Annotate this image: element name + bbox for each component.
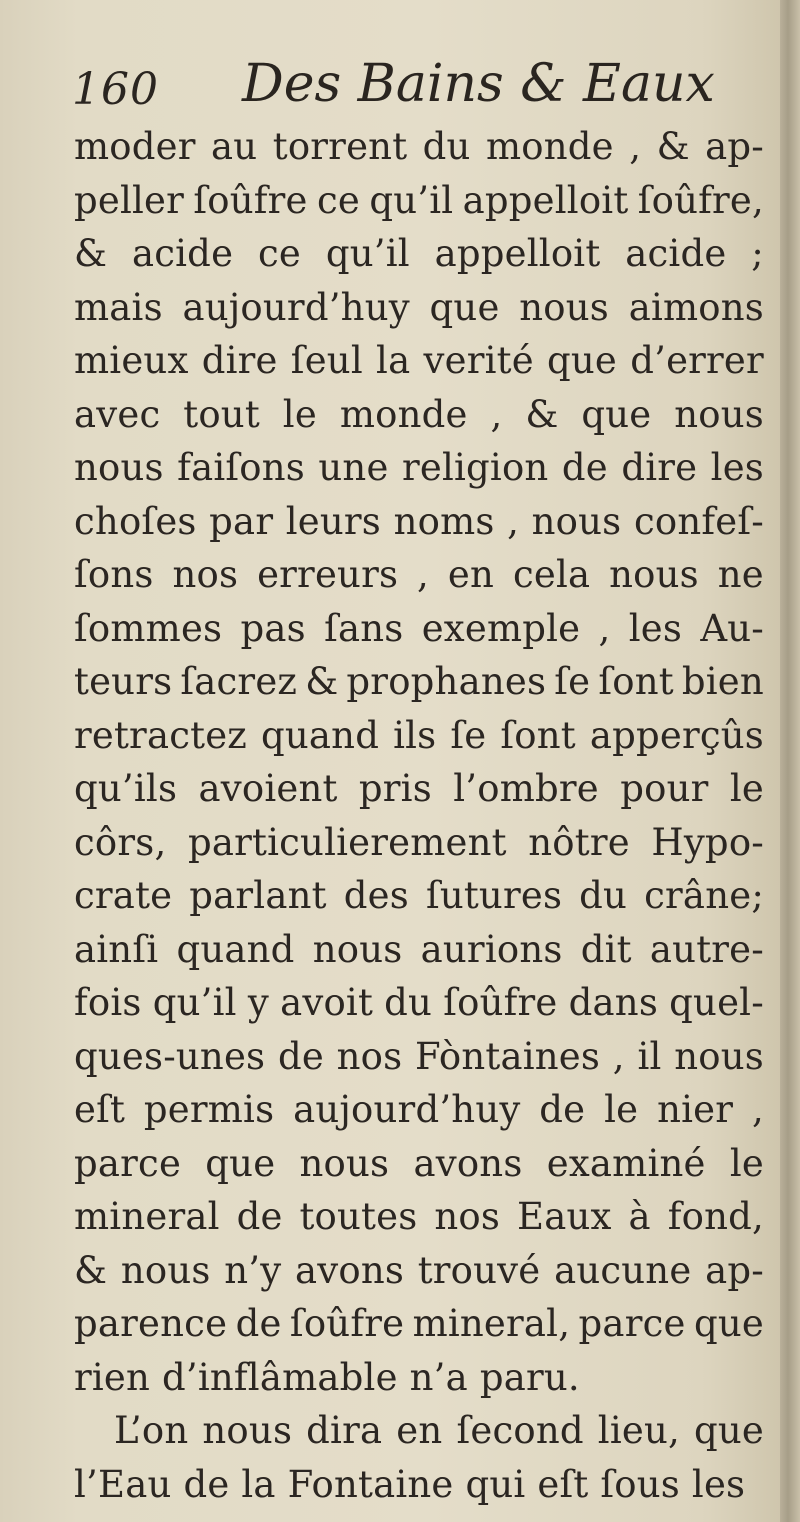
- word: &: [525, 392, 559, 436]
- word: ;: [751, 232, 764, 275]
- word: Fòntaines: [415, 1034, 601, 1078]
- word: le: [729, 767, 764, 810]
- text-line: [74, 120, 764, 174]
- word: de: [235, 1302, 282, 1345]
- word: ſoûfre: [193, 178, 308, 222]
- word: &: [74, 232, 108, 275]
- word: tout: [183, 392, 260, 436]
- word: ,: [751, 1088, 764, 1131]
- word: que: [547, 339, 618, 382]
- word: examiné: [546, 1141, 706, 1185]
- text-line: [74, 281, 764, 335]
- word: nous: [609, 553, 699, 596]
- word: que: [693, 1302, 764, 1345]
- word: confeſ-: [633, 499, 764, 543]
- word: le: [604, 1088, 639, 1131]
- word: de: [277, 1034, 324, 1078]
- word: ſe: [450, 713, 487, 757]
- word: fois: [74, 981, 142, 1024]
- word: acide: [625, 232, 727, 275]
- word: l’ombre: [453, 767, 599, 810]
- word: retractez: [74, 713, 247, 757]
- word: nos: [336, 1034, 403, 1078]
- word: au: [211, 125, 258, 168]
- word: Hypo-: [651, 820, 764, 864]
- word: de: [539, 1088, 586, 1131]
- word: appelloit: [462, 178, 629, 222]
- word: crate: [74, 874, 173, 917]
- word: choſes: [74, 499, 197, 543]
- page-edge: [780, 0, 800, 1522]
- word: L’on: [114, 1409, 189, 1452]
- word: Eaux: [517, 1195, 612, 1238]
- word: les: [710, 446, 764, 489]
- word: dit: [580, 927, 632, 971]
- word: teurs: [74, 660, 173, 703]
- word: aucune: [554, 1248, 692, 1292]
- word: parce: [74, 1141, 182, 1185]
- word: trouvé: [417, 1248, 541, 1292]
- word: apperçûs: [589, 713, 764, 757]
- word: ne: [717, 553, 764, 596]
- word: du: [579, 874, 628, 917]
- word: le: [729, 1141, 764, 1185]
- word: ce: [258, 232, 302, 275]
- word: leurs: [285, 499, 381, 543]
- word: moder: [74, 125, 196, 168]
- word: ce: [316, 178, 361, 222]
- word: côrs,: [74, 820, 167, 864]
- word: nos: [434, 1195, 501, 1238]
- word: noms: [393, 499, 495, 543]
- word: peller: [74, 178, 185, 222]
- word: aurions: [420, 927, 563, 971]
- word: torrent: [272, 125, 408, 168]
- word: qu’ils: [74, 767, 178, 810]
- word: crâne;: [644, 874, 764, 917]
- word: ,: [598, 606, 611, 650]
- word: ſe: [554, 660, 591, 703]
- word: ſoûfre: [443, 981, 558, 1024]
- word: ſont: [500, 713, 576, 757]
- word: aujourd’huy: [293, 1088, 521, 1131]
- word: n’y: [224, 1248, 282, 1292]
- word: &: [656, 125, 690, 168]
- word: aujourd’huy: [182, 285, 410, 329]
- word: des: [343, 874, 409, 917]
- word: ainſi: [74, 927, 159, 971]
- word: ſutures: [425, 874, 563, 917]
- word: en: [396, 1409, 443, 1452]
- word: lieu,: [597, 1409, 680, 1452]
- text-line: [74, 709, 764, 763]
- text-line: l’Eau de la Fontaine qui eſt ſous les: [74, 1462, 746, 1506]
- word: quand: [176, 927, 295, 971]
- text-line: [74, 1083, 764, 1137]
- word: cela: [512, 553, 591, 596]
- word: nous: [74, 446, 164, 489]
- word: nous: [299, 1141, 390, 1185]
- word: ,: [507, 499, 520, 543]
- text-line: [74, 976, 764, 1030]
- text-line: [74, 495, 764, 549]
- word: avoit: [280, 981, 374, 1024]
- word: ques-unes: [74, 1034, 266, 1078]
- text-line: [74, 762, 764, 816]
- body-text: [74, 120, 764, 1511]
- word: acide: [131, 232, 234, 275]
- word: mieux: [74, 339, 189, 382]
- word: monde: [486, 125, 614, 168]
- word: parence: [74, 1302, 228, 1345]
- word: ,: [629, 125, 642, 168]
- word: que: [429, 285, 500, 329]
- page-number: 160: [72, 64, 159, 115]
- word: ,: [612, 1034, 625, 1078]
- word: prophanes: [346, 660, 547, 703]
- word: par: [209, 499, 274, 543]
- word: que: [693, 1409, 764, 1452]
- word: pris: [358, 767, 432, 810]
- text-line: [74, 1190, 764, 1244]
- word: les: [628, 606, 683, 650]
- word: exemple: [421, 606, 581, 650]
- word: nous: [120, 1248, 211, 1292]
- word: qu’il: [152, 981, 237, 1024]
- word: particulierement: [187, 820, 507, 864]
- text-line: [74, 334, 764, 388]
- page-header: [72, 54, 762, 120]
- word: bien: [681, 660, 764, 703]
- word: monde: [339, 392, 468, 436]
- word: ſoûfre: [289, 1302, 405, 1345]
- text-line: [74, 923, 764, 977]
- word: y: [247, 981, 269, 1024]
- word: ſacrez: [180, 660, 298, 703]
- word: dire: [621, 446, 698, 489]
- text-line: [74, 1404, 764, 1458]
- word: pas: [240, 606, 306, 650]
- word: dans: [568, 981, 659, 1024]
- word: appelloit: [434, 232, 601, 275]
- text-line: [74, 1297, 764, 1351]
- word: de: [561, 446, 608, 489]
- word: fond,: [667, 1195, 764, 1238]
- text-line: [74, 1137, 764, 1191]
- word: verité: [423, 339, 534, 382]
- word: ſeul: [290, 339, 363, 382]
- word: à: [628, 1195, 651, 1238]
- text-line: [74, 869, 764, 923]
- word: avec: [74, 392, 161, 436]
- running-title: Des Bains & Eaux: [242, 54, 715, 114]
- word: nous: [531, 499, 622, 543]
- word: parlant: [189, 874, 327, 917]
- text-line: [74, 1030, 764, 1084]
- text-line: [74, 441, 764, 495]
- word: nier: [657, 1088, 734, 1131]
- word: d’errer: [630, 339, 764, 382]
- word: ſommes: [74, 606, 223, 650]
- text-line: [74, 227, 764, 281]
- word: nous: [674, 392, 764, 436]
- word: avons: [294, 1248, 405, 1292]
- word: ap-: [705, 125, 764, 168]
- word: &: [305, 660, 339, 703]
- text-line: [74, 174, 764, 228]
- word: une: [318, 446, 389, 489]
- word: ſons: [74, 553, 154, 596]
- word: &: [74, 1248, 108, 1292]
- word: nous: [674, 1034, 764, 1078]
- word: erreurs: [257, 553, 399, 596]
- word: que: [205, 1141, 276, 1185]
- word: ap-: [705, 1248, 764, 1292]
- word: autre-: [649, 927, 764, 971]
- word: permis: [143, 1088, 275, 1131]
- word: religion: [401, 446, 549, 489]
- word: mineral: [74, 1195, 220, 1238]
- word: nôtre: [528, 820, 630, 864]
- word: nous: [202, 1409, 293, 1452]
- word: quel-: [669, 981, 764, 1024]
- word: ſecond: [456, 1409, 584, 1452]
- text-line: [74, 655, 764, 709]
- word: ,: [490, 392, 503, 436]
- word: nos: [172, 553, 239, 596]
- text-line: [74, 548, 764, 602]
- word: avons: [413, 1141, 523, 1185]
- text-line: [74, 1244, 764, 1298]
- word: nous: [312, 927, 403, 971]
- word: de: [236, 1195, 283, 1238]
- word: la: [376, 339, 411, 382]
- word: il: [637, 1034, 662, 1078]
- word: quand: [260, 713, 380, 757]
- word: mais: [74, 285, 163, 329]
- word: en: [447, 553, 495, 596]
- word: faiſons: [177, 446, 305, 489]
- word: toutes: [299, 1195, 418, 1238]
- word: du: [384, 981, 433, 1024]
- word: nous: [519, 285, 609, 329]
- word: ſoûfre,: [637, 178, 764, 222]
- word: avoient: [198, 767, 338, 810]
- word: ſont: [598, 660, 674, 703]
- word: Au-: [700, 606, 764, 650]
- text-line: rien d’inflâmable n’a paru.: [74, 1355, 580, 1399]
- word: qu’il: [325, 232, 410, 275]
- word: dire: [201, 339, 278, 382]
- word: pour: [620, 767, 709, 810]
- word: mineral,: [412, 1302, 571, 1345]
- text-line: [74, 388, 764, 442]
- word: ſans: [324, 606, 404, 650]
- word: ils: [393, 713, 437, 757]
- word: qu’il: [369, 178, 454, 222]
- word: le: [282, 392, 317, 436]
- word: que: [581, 392, 652, 436]
- word: aimons: [628, 285, 764, 329]
- text-line: [74, 816, 764, 870]
- word: du: [422, 125, 471, 168]
- word: dira: [306, 1409, 383, 1452]
- text-line: [74, 602, 764, 656]
- word: eſt: [74, 1088, 126, 1131]
- word: ,: [417, 553, 430, 596]
- word: parce: [578, 1302, 686, 1345]
